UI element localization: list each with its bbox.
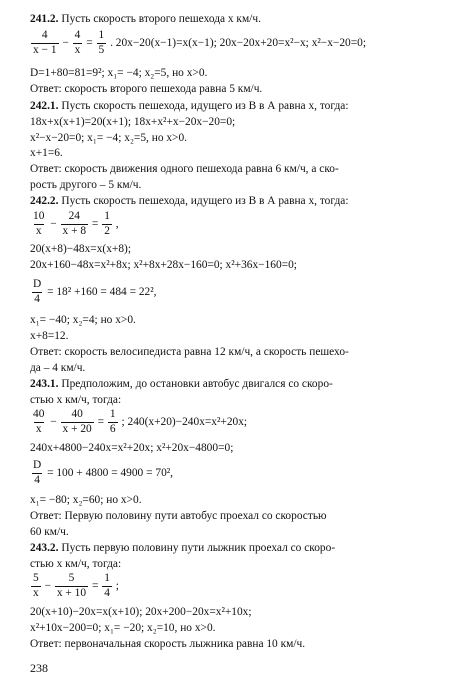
solution-line: x₁= −40; x₂=4; но x>0. bbox=[30, 314, 136, 326]
problem-number: 242.2. bbox=[30, 195, 59, 207]
answer-line: да – 4 км/ч. bbox=[30, 362, 86, 374]
fraction: $\frac{40}{x}$ bbox=[33, 408, 45, 435]
discriminant-line: D=1+80=81=9²; x₁= −4; x₂=5, но x>0. bbox=[30, 67, 208, 79]
page-number: 238 bbox=[30, 661, 48, 675]
solution-line: 20x+160−48x=x²+8x; x²+8x+28x−160=0; x²+36x−160=0; bbox=[30, 259, 297, 271]
fraction: $\frac{1}{2}$ bbox=[104, 210, 110, 237]
fraction: $\frac{4}{x - 1}$ bbox=[33, 29, 57, 56]
problem-number: 241.2. bbox=[30, 13, 59, 25]
problem-number: 243.1. bbox=[30, 378, 59, 390]
equation-243-1: $\frac{40}{x}$ − $\frac{40}{x + 20}$ = $\frac{1}{6}$ ; 240(x+20)−240x=x²+20x; bbox=[33, 408, 248, 435]
heading-241-2 bbox=[30, 14, 456, 25]
heading-242-1 bbox=[30, 101, 456, 112]
fraction: $\frac{24}{x + 8}$ bbox=[62, 210, 87, 237]
solution-line: 240x+4800−240x=x²+20x; x²+20x−4800=0; bbox=[30, 442, 234, 454]
intro-continuation: стью x км/ч, тогда: bbox=[30, 558, 122, 570]
answer-line: Ответ: скорость движения одного пешехода равна 6 км/ч, а ско- bbox=[30, 163, 339, 175]
fraction: $\frac{D}{4}$ bbox=[33, 278, 42, 305]
answer-line: Ответ: скорость велосипедиста равна 12 км/ч, а скорость пешехо- bbox=[30, 346, 349, 358]
equation-241-2: $\frac{4}{x - 1}$ − $\frac{4}{x}$ = $\frac{1}{5}$ . 20x−20(x−1)=x(x−1); 20x−20x+20=x²−x; x²−x−20=0; bbox=[33, 29, 367, 56]
solution-line: 18x+x(x+1)=20(x+1); 18x+x²+x−20x−20=0; bbox=[30, 116, 236, 128]
intro-continuation: стью x км/ч, тогда: bbox=[30, 394, 122, 406]
problem-number: 243.2. bbox=[30, 542, 59, 554]
intro-text: Пусть скорость второго пешехода x км/ч. bbox=[61, 13, 261, 25]
discriminant-line: $\frac{D}{4}$ = 100 + 4800 = 4900 = 70², bbox=[33, 459, 174, 486]
intro-text: Пусть скорость пешехода, идущего из В в А равна x, тогда: bbox=[61, 100, 349, 112]
answer-line: рость другого – 5 км/ч. bbox=[30, 179, 142, 191]
equation-text: . 20x−20(x−1)=x(x−1); 20x−20x+20=x²−x; x²−x−20=0; bbox=[110, 37, 367, 50]
equation-243-2: $\frac{5}{x}$ − $\frac{5}{x + 10}$ = $\frac{1}{4}$ ; bbox=[33, 572, 119, 599]
answer-line: 60 км/ч. bbox=[30, 526, 69, 538]
answer-line: Ответ: скорость второго пешехода равна 5 км/ч. bbox=[30, 83, 263, 95]
solution-line: x+8=12. bbox=[30, 330, 69, 342]
fraction: $\frac{D}{4}$ bbox=[33, 459, 42, 486]
solution-line: 20(x+8)−48x=x(x+8); bbox=[30, 243, 131, 255]
solution-line: x₁= −80; x₂=60; но x>0. bbox=[30, 494, 142, 506]
fraction: $\frac{10}{x}$ bbox=[33, 210, 45, 237]
heading-243-2 bbox=[30, 543, 456, 554]
fraction: $\frac{5}{x}$ bbox=[33, 572, 39, 599]
fraction: $\frac{4}{x}$ bbox=[74, 29, 81, 56]
solution-line: x²+10x−200=0; x₁= −20; x₂=10, но x>0. bbox=[30, 622, 216, 634]
solution-line: x+1=6. bbox=[30, 147, 63, 159]
solution-line: 20(x+10)−20x=x(x+10); 20x+200−20x=x²+10x; bbox=[30, 606, 252, 618]
heading-242-2 bbox=[30, 196, 456, 207]
fraction: $\frac{1}{5}$ bbox=[98, 29, 105, 56]
answer-line: Ответ: Первую половину пути автобус проехал со скоростью bbox=[30, 510, 327, 522]
fraction: $\frac{1}{4}$ bbox=[104, 572, 110, 599]
intro-text: Предположим, до остановки автобус двигался со скоро- bbox=[61, 378, 333, 390]
heading-243-1 bbox=[30, 379, 456, 390]
problem-number: 242.1. bbox=[30, 100, 59, 112]
intro-text: Пусть скорость пешехода, идущего из В в А равна x, тогда: bbox=[61, 195, 349, 207]
intro-text: Пусть первую половину пути лыжник проехал со скоро- bbox=[61, 542, 336, 554]
fraction: $\frac{40}{x + 20}$ bbox=[62, 408, 92, 435]
equation-242-2: $\frac{10}{x}$ − $\frac{24}{x + 8}$ = $\frac{1}{2}$ , bbox=[33, 210, 119, 237]
solution-line: x²−x−20=0; x₁= −4; x₂=5, но x>0. bbox=[30, 132, 188, 144]
fraction: $\frac{1}{6}$ bbox=[109, 408, 116, 435]
discriminant-line: $\frac{D}{4}$ = 18² +160 = 484 = 22², bbox=[33, 278, 157, 305]
answer-line: Ответ: первоначальная скорость лыжника равна 10 км/ч. bbox=[30, 638, 306, 650]
fraction: $\frac{5}{x + 10}$ bbox=[56, 572, 87, 599]
